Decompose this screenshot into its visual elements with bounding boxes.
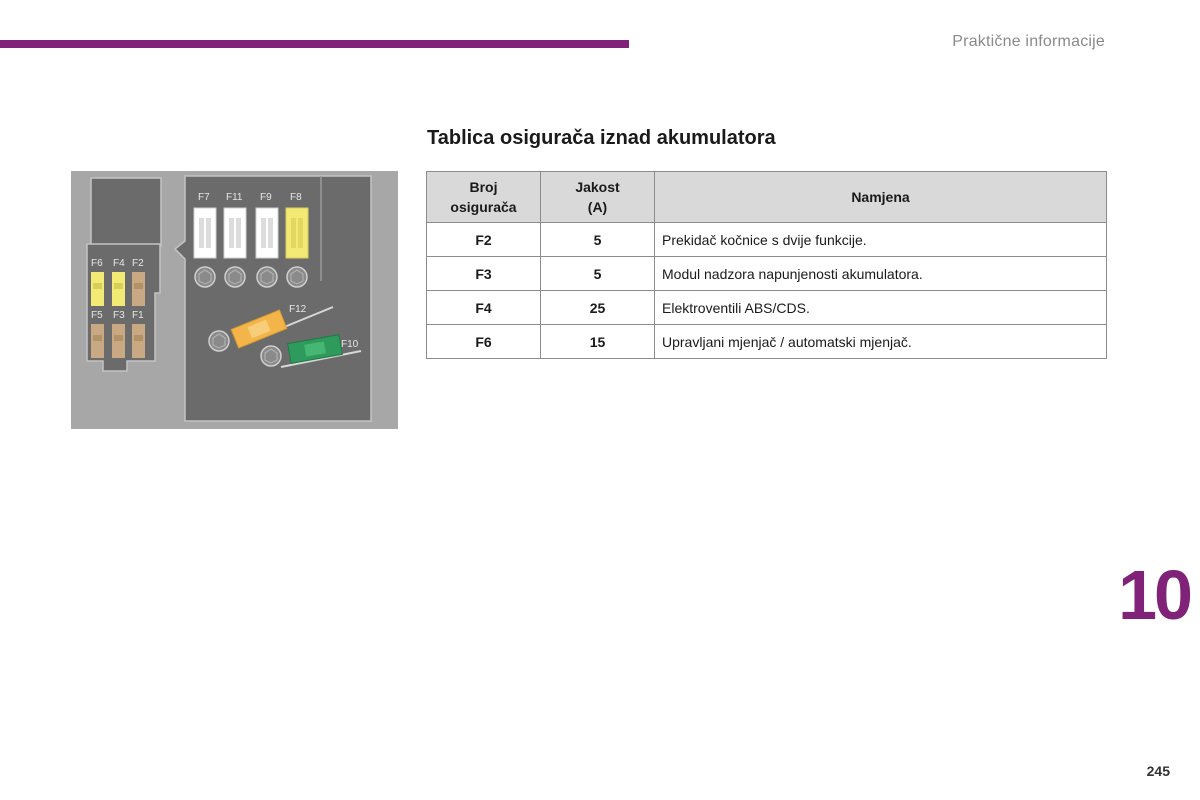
fuse-f9 <box>256 208 278 258</box>
fuse-table <box>426 171 1107 359</box>
header-amperage: Jakost (A) <box>541 172 655 223</box>
label-f8: F8 <box>290 192 302 203</box>
fuse-f11 <box>224 208 246 258</box>
cell-amp: 5 <box>541 257 655 291</box>
cell-fuse: F6 <box>427 325 541 359</box>
fuse-f6 <box>91 272 104 306</box>
label-f11: F11 <box>226 192 243 203</box>
cell-purpose: Elektroventili ABS/CDS. <box>655 291 1107 325</box>
cell-amp: 5 <box>541 223 655 257</box>
label-f7: F7 <box>198 192 210 203</box>
label-f12: F12 <box>289 304 307 315</box>
page-heading: Tablica osigurača iznad akumulatora <box>427 127 776 149</box>
table-header-row <box>427 172 1107 223</box>
table-row <box>427 291 1107 325</box>
cell-purpose: Modul nadzora napunjenosti akumulatora. <box>655 257 1107 291</box>
cell-purpose: Upravljani mjenjač / automatski mjenjač. <box>655 325 1107 359</box>
table-row <box>427 257 1107 291</box>
label-f4: F4 <box>113 258 125 269</box>
label-f3: F3 <box>113 310 125 321</box>
cell-fuse: F3 <box>427 257 541 291</box>
fuse-f8 <box>286 208 308 258</box>
table-row <box>427 223 1107 257</box>
cell-purpose: Prekidač kočnice s dvije funkcije. <box>655 223 1107 257</box>
label-f2: F2 <box>132 258 144 269</box>
label-f5: F5 <box>91 310 103 321</box>
chapter-number: 10 <box>1118 556 1190 634</box>
section-title: Praktične informacije <box>952 33 1105 50</box>
table-row <box>427 325 1107 359</box>
fuse-f1 <box>132 324 145 358</box>
cell-amp: 15 <box>541 325 655 359</box>
fuse-f2 <box>132 272 145 306</box>
header-purpose: Namjena <box>655 172 1107 223</box>
fuse-box-diagram <box>71 171 398 429</box>
cell-amp: 25 <box>541 291 655 325</box>
cell-fuse: F4 <box>427 291 541 325</box>
header-fuse-number: Broj osigurača <box>427 172 541 223</box>
fuse-f3 <box>112 324 125 358</box>
page-number: 245 <box>1146 763 1170 779</box>
cell-fuse: F2 <box>427 223 541 257</box>
fuse-f4 <box>112 272 125 306</box>
fuse-f5 <box>91 324 104 358</box>
accent-bar <box>0 40 629 48</box>
label-f1: F1 <box>132 310 144 321</box>
fuse-f7 <box>194 208 216 258</box>
label-f10: F10 <box>341 339 359 350</box>
label-f9: F9 <box>260 192 272 203</box>
label-f6: F6 <box>91 258 103 269</box>
